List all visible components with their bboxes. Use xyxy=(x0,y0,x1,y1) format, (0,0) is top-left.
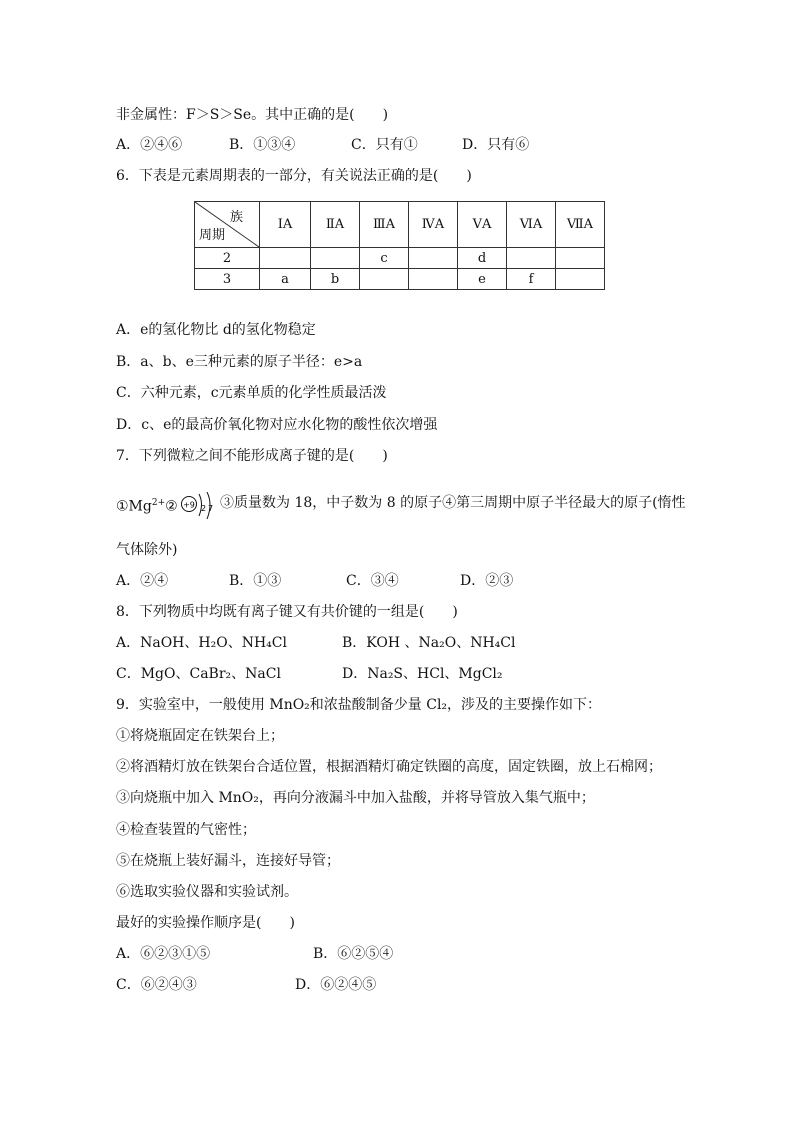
element-cell xyxy=(409,248,458,269)
q7-option-c[interactable]: C．③④ xyxy=(346,573,399,589)
element-cell: e xyxy=(458,269,507,290)
element-cell xyxy=(260,248,311,269)
q8-option-d[interactable]: D．Na₂S、HCl、MgCl₂ xyxy=(342,666,503,682)
q7-items-3-4: ③质量数为 18，中子数为 8 的原子④第三周期中原子半径最大的原子(惰性 xyxy=(220,495,686,511)
q6-option-b[interactable]: B．a、b、e三种元素的原子半径：e>a xyxy=(116,354,363,370)
corner-period-label: 周期 xyxy=(199,228,226,243)
periodic-table xyxy=(194,201,605,290)
q9-option-b[interactable]: B．⑥②⑤④ xyxy=(313,946,394,962)
table-row xyxy=(195,269,605,290)
nucleus-charge: +9 xyxy=(183,500,195,510)
q7-item2: ② xyxy=(165,498,178,515)
q5-option-b[interactable]: B．①③④ xyxy=(229,137,296,153)
element-cell: d xyxy=(458,248,507,269)
q9-option-d[interactable]: D．⑥②④⑤ xyxy=(295,977,377,993)
q9-step: ④检查装置的气密性； xyxy=(116,822,256,838)
q9-option-a[interactable]: A．⑥②③①⑤ xyxy=(116,946,211,962)
element-cell xyxy=(507,248,556,269)
q9-stem: 9．实验室中，一般使用 MnO₂和浓盐酸制备少量 Cl₂，涉及的主要操作如下： xyxy=(116,697,602,713)
q9-question: 最好的实验操作顺序是( ) xyxy=(116,915,295,931)
element-cell xyxy=(556,248,605,269)
group-header: ⅠA xyxy=(260,202,311,248)
element-cell xyxy=(556,269,605,290)
q7-items-line xyxy=(116,494,178,516)
element-cell xyxy=(311,248,360,269)
group-header: ⅢA xyxy=(360,202,409,248)
group-header: ⅡA xyxy=(311,202,360,248)
q7-item1: ①Mg xyxy=(116,498,152,515)
group-header: ⅦA xyxy=(556,202,605,248)
q6-option-a[interactable]: A．e的氢化物比 d的氢化物稳定 xyxy=(116,322,316,338)
q7-item-continuation: 气体除外) xyxy=(116,542,178,558)
shell-1-electrons: 2 xyxy=(201,504,207,513)
table-corner xyxy=(195,202,260,248)
element-cell xyxy=(409,269,458,290)
period-cell: 3 xyxy=(195,269,260,290)
q7-option-b[interactable]: B．①③ xyxy=(229,573,282,589)
shell-2-electrons: 7 xyxy=(208,504,214,513)
q8-stem: 8．下列物质中均既有离子键又有共价键的一组是( ) xyxy=(116,604,458,620)
period-cell: 2 xyxy=(195,248,260,269)
q7-option-a[interactable]: A．②④ xyxy=(116,573,169,589)
fluorine-atom-structure-diagram xyxy=(180,492,222,520)
element-cell: c xyxy=(360,248,409,269)
element-cell: f xyxy=(507,269,556,290)
group-header: ⅣA xyxy=(409,202,458,248)
q9-step: ⑤在烧瓶上装好漏斗，连接好导管； xyxy=(116,853,340,869)
element-cell xyxy=(360,269,409,290)
q9-step: ⑥选取实验仪器和实验试剂。 xyxy=(116,884,298,900)
q8-option-a[interactable]: A．NaOH、H₂O、NH₄Cl xyxy=(116,635,287,651)
q8-option-b[interactable]: B．KOH 、Na₂O、NH₄Cl xyxy=(342,635,516,651)
q5-option-d[interactable]: D．只有⑥ xyxy=(462,137,530,153)
q9-option-c[interactable]: C．⑥②④③ xyxy=(116,977,197,993)
q5-option-c[interactable]: C．只有① xyxy=(351,137,418,153)
q5-tail: 非金属性：F＞S＞Se。其中正确的是( ) xyxy=(116,107,389,123)
corner-group-label: 族 xyxy=(229,210,243,225)
q9-step: ③向烧瓶中加入 MnO₂，再向分液漏斗中加入盐酸，并将导管放入集气瓶中； xyxy=(116,790,595,806)
q7-item1-charge: 2+ xyxy=(151,498,166,508)
element-cell: a xyxy=(260,269,311,290)
q7-stem: 7．下列微粒之间不能形成离子键的是( ) xyxy=(116,448,388,464)
q7-option-d[interactable]: D．②③ xyxy=(460,573,514,589)
table-row xyxy=(195,248,605,269)
group-header: ⅤA xyxy=(458,202,507,248)
q6-stem: 6．下表是元素周期表的一部分，有关说法正确的是( ) xyxy=(116,168,472,184)
q9-step: ①将烧瓶固定在铁架台上； xyxy=(116,728,284,744)
q5-option-a[interactable]: A．②④⑥ xyxy=(116,137,183,153)
q6-option-c[interactable]: C．六种元素，c元素单质的化学性质最活泼 xyxy=(116,385,387,401)
group-header: ⅥA xyxy=(507,202,556,248)
q9-step: ②将酒精灯放在铁架台合适位置，根据酒精灯确定铁圈的高度，固定铁圈，放上石棉网； xyxy=(116,759,662,775)
element-cell: b xyxy=(311,269,360,290)
q8-option-c[interactable]: C．MgO、CaBr₂、NaCl xyxy=(116,666,281,682)
q6-option-d[interactable]: D．c、e的最高价氧化物对应水化物的酸性依次增强 xyxy=(116,417,438,433)
